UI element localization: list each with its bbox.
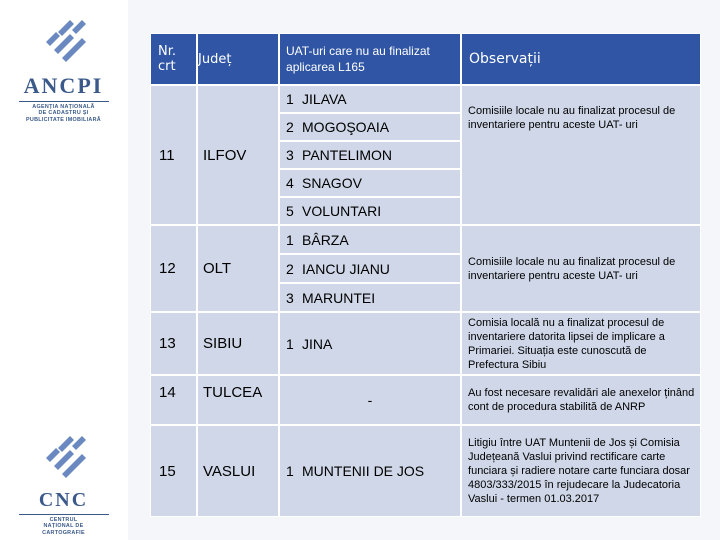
ancpi-logo-title: ANCPI [23,73,104,98]
cnc-logo-title: CNC [38,489,89,511]
uat-name: - [367,392,373,408]
judet-cell: VASLUI [197,425,279,517]
nr-cell: 14 [150,375,197,425]
uat-index: 2 [286,260,294,277]
table-row [150,425,701,517]
uat-name: MARUNTEI [302,289,376,306]
table-row [150,225,701,254]
uat-name: JILAVA [302,91,347,107]
uat-name: VOLUNTARI [302,203,382,219]
ancpi-logo-sub-3: PUBLICITATE IMOBILIARĂ [26,116,101,123]
uat-cell [279,169,461,197]
cnc-logo-sub-3: CARTOGRAFIE [42,529,85,536]
nr-cell: 11 [150,85,197,225]
logo-rule [19,514,109,515]
uat-name: SNAGOV [302,175,362,191]
uat-name: PANTELIMON [302,147,392,163]
uat-name: IANCU JIANU [302,260,390,277]
header-judet: Județ [197,33,279,85]
uat-index: 3 [286,147,294,163]
uat-index: 2 [286,119,294,135]
sidebar [0,0,127,540]
table-row [150,85,701,113]
nr-cell: 12 [150,225,197,312]
ancpi-emblem-icon [36,12,92,68]
judet-cell: ILFOV [197,85,279,225]
cnc-emblem-icon [36,428,92,484]
uat-table [150,33,701,517]
uat-cell [279,113,461,141]
uat-index: 4 [286,175,294,191]
uat-name: MUNTENII DE JOS [302,463,425,479]
uat-index: 1 [286,335,294,352]
nr-cell: 15 [150,425,197,517]
uat-name: JINA [302,335,333,352]
uat-index: 1 [286,91,294,107]
table-row [150,312,701,375]
judet-cell: TULCEA [197,375,279,425]
ancpi-logo-sub-1: AGENȚIA NAȚIONALĂ [32,104,95,110]
uat-cell [279,312,461,375]
observatii-cell: Comisiile locale nu au finalizat procesul de inventariere pentru aceste UAT- uri [461,225,701,312]
uat-index: 1 [286,231,294,248]
observatii-cell: Litigiu între UAT Muntenii de Jos și Comisia Județeană Vaslui privind rectificare carte funciara și radiere notare carte funciara dosar 4803/333/2015 în rejudecare la Judecatoria Vaslui - termen 01.03.2017 [461,425,701,517]
uat-cell [279,225,461,254]
header-observatii: Observații [461,33,701,85]
header-uat: UAT-uri care nu au finalizat aplicarea L165 [279,33,461,85]
uat-cell [279,425,461,517]
uat-cell [279,375,461,425]
uat-name: BÂRZA [302,231,349,248]
uat-index: 5 [286,203,294,219]
judet-cell: OLT [197,225,279,312]
uat-cell [279,85,461,113]
header-nr-crt: Nr. crt [150,33,197,85]
observatii-cell: Au fost necesare revalidări ale anexelor ținând cont de procedura stabilită de ANRP [461,375,701,425]
uat-cell [279,254,461,283]
uat-index: 3 [286,289,294,306]
uat-name: MOGOŞOAIA [302,119,390,135]
observatii-cell: Comisiile locale nu au finalizat procesul de inventariere pentru aceste UAT- uri [461,85,701,225]
uat-cell [279,283,461,312]
ancpi-logo [0,12,127,123]
ancpi-logo-sub-2: DE CADASTRU ȘI [38,110,89,117]
uat-index: 1 [286,463,294,479]
uat-cell [279,141,461,169]
table-header-row [150,33,701,85]
cnc-logo [0,428,127,536]
nr-cell: 13 [150,312,197,375]
cnc-logo-sub-2: NAȚIONAL DE [43,523,84,530]
uat-cell [279,197,461,225]
judet-cell: SIBIU [197,312,279,375]
logo-rule [19,101,109,102]
observatii-cell: Comisia locală nu a finalizat procesul de inventariere datorita lipsei de implicare a Primariei. Situația este cunoscută de Prefectura Sibiu [461,312,701,375]
table-row [150,375,701,425]
cnc-logo-sub-1: CENTRUL [49,517,78,523]
